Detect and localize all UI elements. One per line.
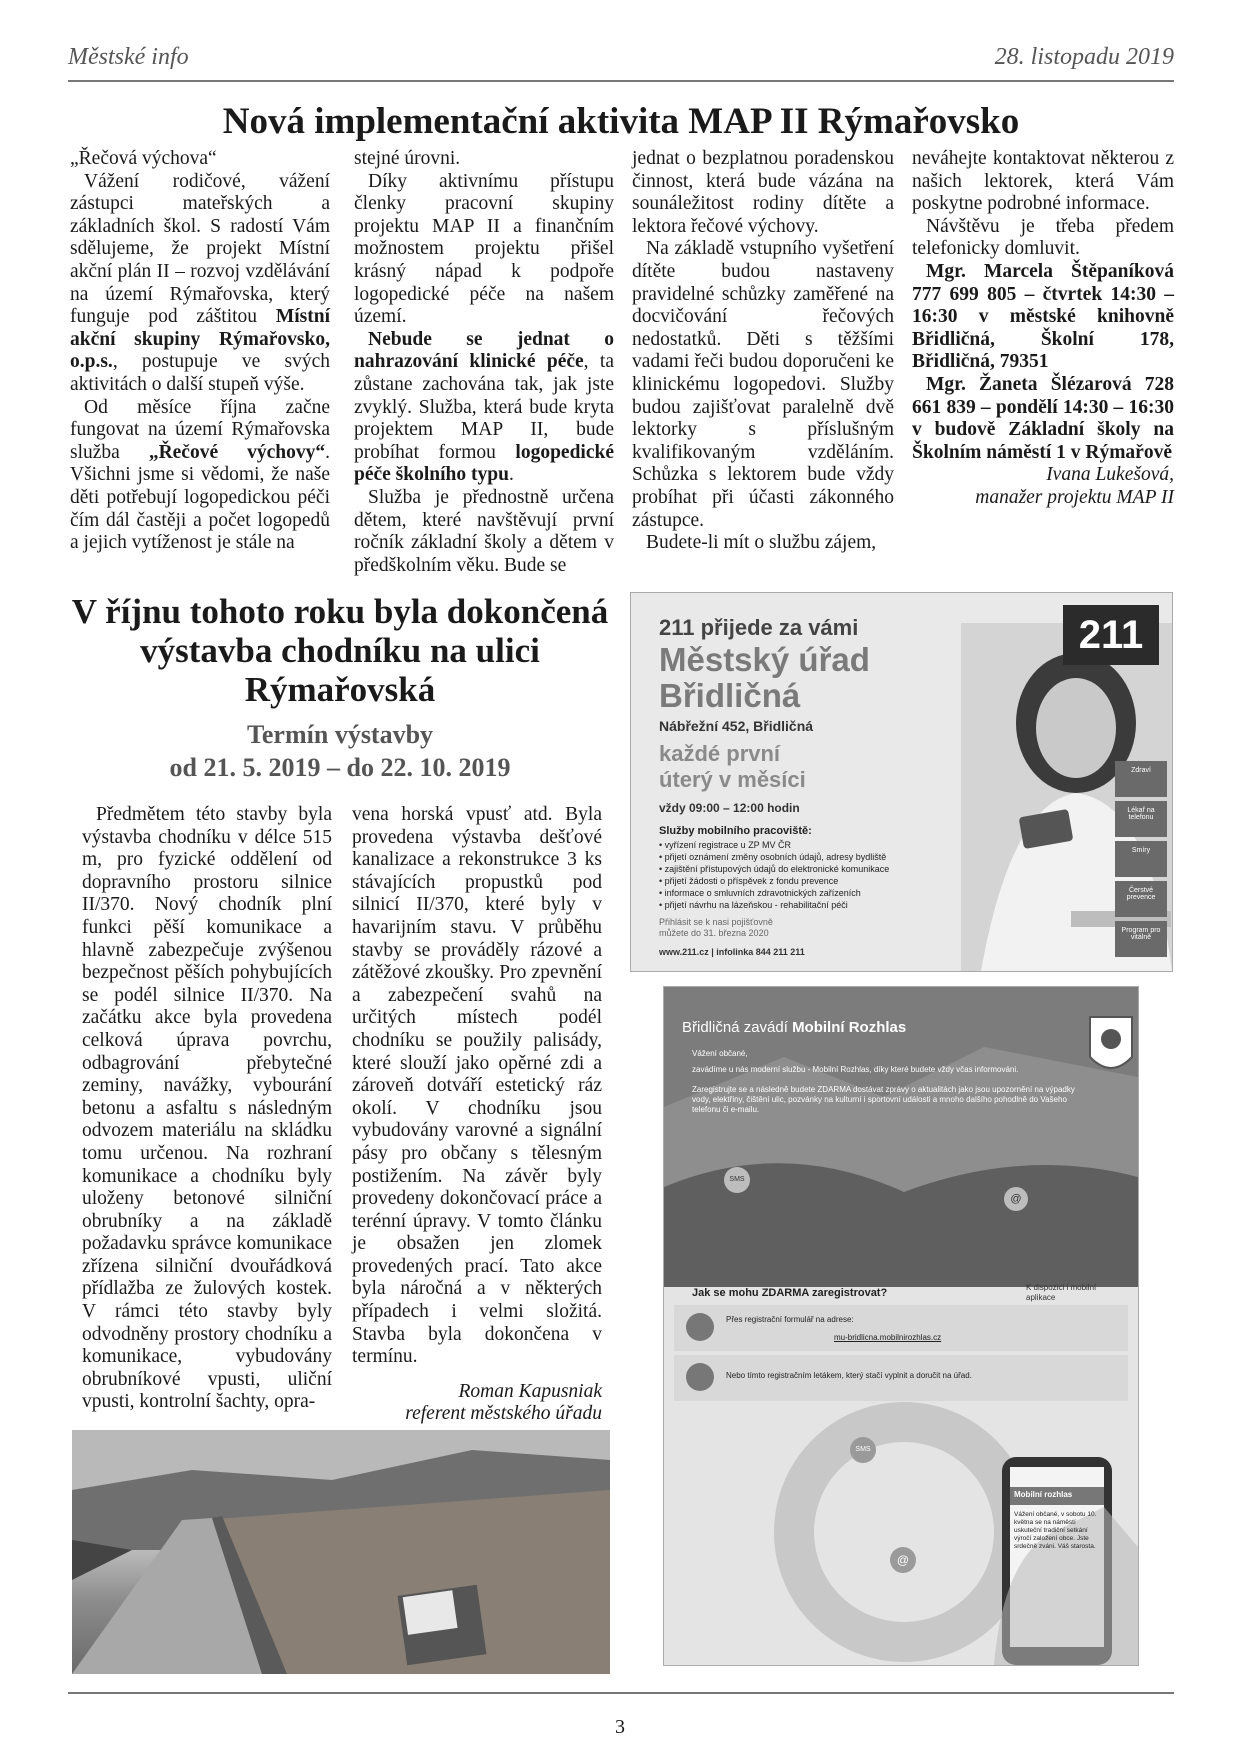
article1-col1-p1: „Řečová výchova“: [70, 148, 217, 169]
ad-211-signup-line2: můžete do 31. března 2020: [659, 928, 769, 938]
article1-col3-p3: Budete-li mít o službu zájem,: [646, 532, 877, 554]
article1-col3-p1: jednat o bezplatnou poradenskou činnost, která bude vázána na sounáležitost rodiny dítěte a lektora řečové výchovy.: [632, 148, 894, 237]
article2-col1-text: Předmětem této stavby byla výstavba chodníku v délce 515 m, pro fyzické oddělení od dopravního prostoru silnice II/370. Nový chodník plní funkci pěší komunikace a hlavně zabezpečuje zvýšenou bezpečnost pěších pohybujících se podél silnice II/370. Na začátku akce byla provedena celková úprava povrchu, odbagrování přebytečné zeminy, navážky, vybourání betonu a asfaltu s následným odvozem materiálu na skládku tomu určenou. Na rozhraní komunikace a chodníku byly uloženy betonové silniční obrubníky a na základě požadavku správce komunikace zřízena silniční dvouřádková přídlažba ze žulových kostek. V rámci této stavby byly odvodněny prostory chodníku a komunikace, vybudovány obrubníkové vpusti, uliční vpusti, kontrolní šachty, opra-: [82, 804, 332, 1413]
sidewalk-photo: [72, 1430, 610, 1674]
ad-211-side-tab: Zdraví: [1115, 761, 1167, 797]
article2-subtitle: [68, 718, 612, 784]
article1-col1-p2: Vážení rodičové, vážení zástupci mateřských a základních škol. S radostí Vám sdělujeme, že projekt Místní akční plán II – rozvoj vzdělávání na území Rýmařovska, který funguje pod záštitou Místní akční skupiny Rýmařovsko, o.p.s., postupuje ve svých aktivitách o další stupeň výše.: [70, 170, 330, 395]
ad-211-when2: úterý v měsíci: [659, 767, 806, 792]
ad-211-infoline: infolinka 844 211 211: [716, 947, 805, 957]
article1-col3: [632, 148, 894, 555]
ad-211-contact: www.211.cz | infolinka 844 211 211: [659, 947, 805, 957]
ad-211-side-tab: Lékař na telefonu: [1115, 801, 1167, 837]
ad-211-service: • přijetí žádosti o příspěvek z fondu prevence: [659, 876, 839, 886]
article2-subtitle-label: Termín výstavby: [246, 720, 434, 749]
ad-mobilni-rozhlas: [663, 986, 1139, 1666]
ad-211-office1: Městský úřad: [659, 641, 870, 678]
ad-211-signup-line1: Přihlásit se k nasi pojišťovně: [659, 917, 773, 927]
ad-rozhlas-option2: Nebo tímto registračním letákem, který stačí vyplnit a doručit na úřad.: [726, 1371, 972, 1380]
ad-rozhlas-line2: Zaregistrujte se a následně budete ZDARMA dostávat zprávy o aktualitách jako jsou upozornění na výpadky vody, elektřiny, čištění ulic, pozvánky na kulturní i sportovní události a mnoho dalšího pohodlně do Vašeho telefonu či e-mailu.: [692, 1085, 1075, 1114]
ad-211-service: • přijetí oznámení změny osobních údajů, adresy bydliště: [659, 852, 887, 862]
ad-211-service: • přijetí návrhu na lázeňskou - rehabilitační péči: [659, 900, 848, 910]
article2-signature-role: referent městského úřadu: [405, 1403, 602, 1425]
article2-col2-text: vena horská vpusť atd. Byla provedena výstavba dešťové kanalizace a rekonstrukce 3 ks stávajících propustků pod silnicí II/370, které byly v havarijním stavu. V průběhu stavby se prováděly rázové a zátěžové zkoušky. Pro zpevnění a zabezpečení svahů na určitých místech podél chodníku se použily palisády, které slouží jako opěrné zdi a zároveň dotváří estetický ráz okolí. V chodníku jsou vybudovány varovné a signální pásy pro občany s tělesným postižením. Na závěr byly provedeny dokončovací práce a terénní úpravy. V tomto článku je obsažen jen zlomek provedených prací. Tato akce byla náročná a v některých případech i velmi složitá. Stavba byla dokončena v termínu.: [352, 804, 602, 1368]
ad-211-service: • informace o smluvních zdravotnických zařízeních: [659, 888, 861, 898]
ad-211-service: • vyřízení registrace u ZP MV ČR: [659, 840, 792, 850]
ad-rozhlas-leaflet-icon: [686, 1363, 714, 1391]
article1-title: Nová implementační aktivita MAP II Rýmařovsko: [222, 101, 1020, 142]
article1-col4: [912, 148, 1174, 510]
ad-rozhlas-apps: K dispozici i mobilní aplikace: [1026, 1283, 1097, 1302]
ad-211-side-tab: Čerstvé prevence: [1115, 881, 1167, 917]
ad-211-services: [659, 839, 889, 911]
footer-rule: [68, 1692, 1174, 1694]
article2-subtitle-dates: od 21. 5. 2019 – do 22. 10. 2019: [169, 753, 511, 782]
ad-rozhlas-greeting: Vážení občané,: [692, 1049, 748, 1058]
header-rule: [68, 80, 1174, 82]
ad-211-logo: 211: [1063, 605, 1159, 665]
article1-col2-p4: Služba je přednostně určena dětem, které navštěvují první ročník základní školy a dětem v předškolním věku. Bude se: [354, 486, 614, 576]
article1-col3-p2: Na základě vstupního vyšetření dítěte budou nastaveny pravidelné schůzky zaměřené na docvičování řečových nedostatků. Děti s těžšími vadami řeči budou doporučeni ke klinickému logopedovi. Služby budou zajišťovat paralelně dvě lektorky s příslušným kvalifikovaným vzděláním. Schůzka s lektorem bude vždy probíhat při účasti zákonného zástupce.: [632, 238, 894, 531]
article2-signature-name: Roman Kapusniak: [458, 1380, 602, 1402]
ad-211-side-tab: Program pro vitálně: [1115, 921, 1167, 957]
ad-rozhlas-form-icon: [686, 1313, 714, 1341]
article1-col4-p1: neváhejte kontaktovat některou z našich lektorek, která Vám poskytne podrobné informace.: [912, 148, 1174, 215]
ad-rozhlas-icon-sms: SMS: [724, 1167, 750, 1193]
ad-rozhlas-circle-icon-sms: SMS: [850, 1437, 876, 1463]
ad-211-hours: vždy 09:00 – 12:00 hodin: [659, 801, 800, 815]
article1-col1: [70, 148, 330, 555]
ad-rozhlas-icon-at: @: [1004, 1187, 1028, 1211]
ad-211-service: • zajištění přístupových údajů do elektronické komunikace: [659, 864, 890, 874]
article2-title: V říjnu tohoto roku byla dokončená výstavba chodníku na ulici Rýmařovská: [71, 592, 609, 709]
issue-date: 28. listopadu 2019: [994, 44, 1174, 70]
ad-rozhlas-question: Jak se mohu ZDARMA zaregistrovat?: [692, 1287, 888, 1299]
ad-211-web: www.211.cz: [659, 947, 709, 957]
ad-211-office2: Břidličná: [659, 677, 801, 714]
article1-col2-p1: stejné úrovni.: [354, 148, 461, 169]
article1-col4-p4: Mgr. Žaneta Šlézarová 728 661 839 – pondělí 14:30 – 16:30 v budově Základní školy na Školním náměstí 1 v Rýmařově: [912, 373, 1174, 463]
ad-211: [630, 592, 1173, 972]
article1-signature-name: Ivana Lukešová,: [1046, 464, 1174, 486]
article1-col4-p2: Návštěvu je třeba předem telefonicky domluvit.: [912, 215, 1174, 260]
ad-rozhlas-url[interactable]: mu-bridlicna.mobilnirozhlas.cz: [834, 1333, 942, 1342]
ad-211-headline: 211 přijede za vámi: [659, 615, 859, 640]
ad-211-when1: každé první: [659, 741, 781, 766]
article1-col1-p3: Od měsíce října začne fungovat na území Rýmařovska služba „Řečové výchovy“. Všichni jsme si vědomi, že naše děti potřebují logopedickou péči čím dál častěji a počet logopedů a jejich vytíženost je stále na: [70, 396, 330, 554]
section-name: Městské info: [68, 44, 189, 70]
article1-col2: [354, 148, 614, 577]
ad-211-signup: [659, 917, 773, 939]
sidewalk-photo-drawing: [72, 1430, 610, 1674]
ad-rozhlas-circle-icon-at: @: [890, 1547, 916, 1573]
article1-signature-role: manažer projektu MAP II: [975, 486, 1174, 508]
article1-col2-p2: Díky aktivnímu přístupu členky pracovní skupiny projektu MAP II a finančním možnostem projektu přišel krásný nápad k podpoře logopedické péče na našem území.: [354, 170, 614, 328]
article2-col2: [352, 804, 602, 1426]
article2-col1: [82, 804, 332, 1414]
article1-col4-p3: Mgr. Marcela Štěpaníková 777 699 805 – čtvrtek 14:30 – 16:30 v městské knihovně Břidličná, Školní 178, Břidličná, 79351: [912, 260, 1174, 373]
ad-211-side-tab: Smíry: [1115, 841, 1167, 877]
ad-rozhlas-option1: Přes registrační formulář na adrese:: [726, 1315, 854, 1324]
article1-col2-p3: Nebude se jednat o nahrazování klinické péče, ta zůstane zachována tak, jak jste zvyklý. Služba, která bude kryta projektem MAP II, bude probíhat formou logopedické péče školního typu.: [354, 328, 614, 486]
ad-211-side-tabs: [1115, 761, 1167, 957]
ad-211-address: Nábřežní 452, Břidličná: [659, 718, 814, 734]
ad-rozhlas-phone-title: Mobilní rozhlas: [1014, 1490, 1073, 1499]
page-number: 3: [615, 1716, 625, 1738]
ad-rozhlas-phone-message: Vážení občané, v sobotu 10. května se na náměstí uskuteční tradiční setkání výročí založení obce. Jste srdečně zváni. Váš starosta.: [1014, 1511, 1097, 1550]
ad-rozhlas-line1: zavádíme u nás moderní službu - Mobilní Rozhlas, díky které budete vždy včas informováni.: [692, 1065, 1019, 1074]
ad-rozhlas-title: Břidličná zavádí Mobilní Rozhlas: [682, 1019, 907, 1036]
ad-211-services-title: Služby mobilního pracoviště:: [659, 825, 812, 837]
